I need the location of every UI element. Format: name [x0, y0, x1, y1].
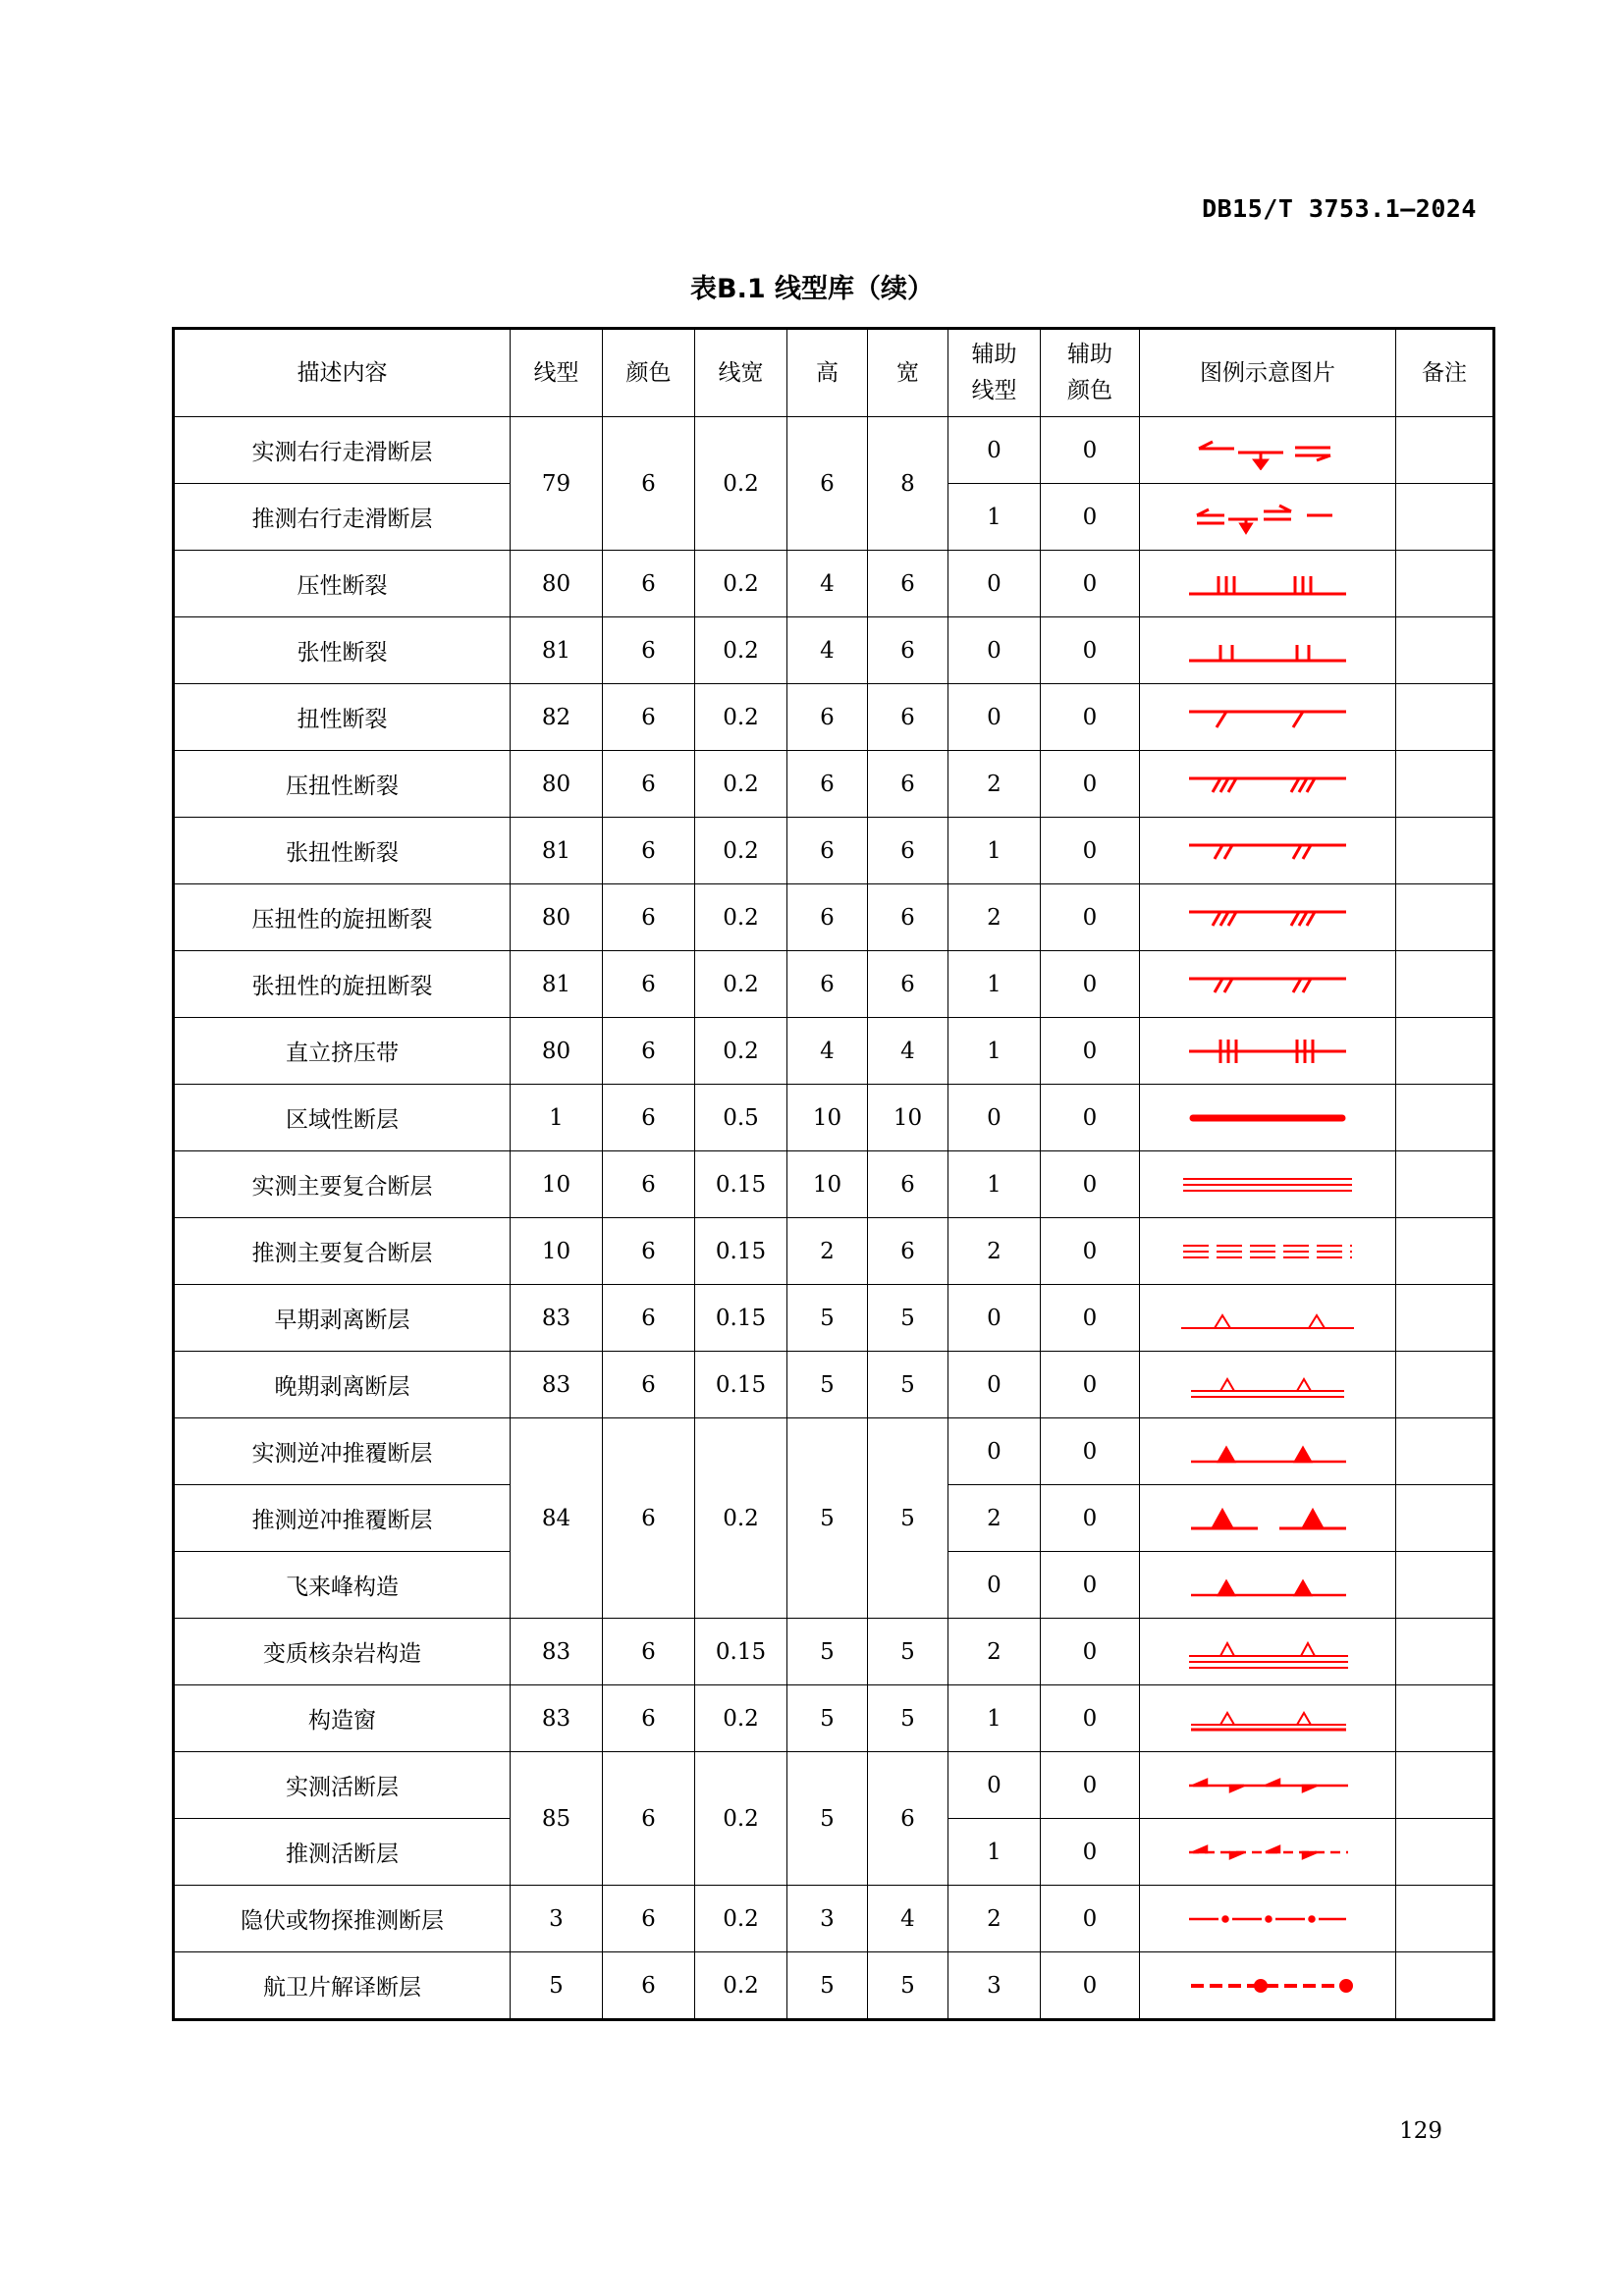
col-header-legend: 图例示意图片	[1140, 329, 1396, 417]
width-cell: 6	[868, 751, 948, 818]
legend-cell	[1140, 1819, 1396, 1886]
desc-cell: 构造窗	[174, 1685, 511, 1752]
width-cell: 4	[868, 1886, 948, 1952]
col-header-desc: 描述内容	[174, 329, 511, 417]
col-header-color: 颜色	[603, 329, 695, 417]
legend-cell	[1140, 1485, 1396, 1552]
height-cell: 5	[787, 1285, 868, 1352]
height-cell: 4	[787, 617, 868, 684]
line-width-cell: 0.15	[695, 1285, 787, 1352]
line-type-cell: 83	[511, 1285, 603, 1352]
height-cell: 5	[787, 1352, 868, 1418]
col-header-note: 备注	[1396, 329, 1494, 417]
aux-line-cell: 1	[948, 1685, 1041, 1752]
color-cell: 6	[603, 1886, 695, 1952]
desc-cell: 晚期剥离断层	[174, 1352, 511, 1418]
line-type-cell: 10	[511, 1151, 603, 1218]
line-type-library-table	[172, 327, 1495, 2021]
aux-line-cell: 0	[948, 1352, 1041, 1418]
line-width-cell: 0.15	[695, 1151, 787, 1218]
metamorphic-core-complex-icon	[1169, 1632, 1366, 1672]
aux-color-cell: 0	[1041, 1952, 1140, 2020]
line-width-cell: 0.2	[695, 951, 787, 1018]
torsional-fracture-icon	[1169, 698, 1366, 737]
desc-cell: 推测活断层	[174, 1819, 511, 1886]
note-cell	[1396, 1285, 1494, 1352]
color-cell: 6	[603, 1285, 695, 1352]
strike-slip-measured-icon	[1169, 431, 1366, 470]
width-cell: 5	[868, 1352, 948, 1418]
line-type-cell: 83	[511, 1352, 603, 1418]
aux-line-cell: 0	[948, 1418, 1041, 1485]
aux-color-label-2: 颜色	[1067, 378, 1112, 403]
desc-cell: 压性断裂	[174, 551, 511, 617]
height-cell: 3	[787, 1886, 868, 1952]
concealed-fault-icon	[1169, 1899, 1366, 1939]
note-cell	[1396, 1485, 1494, 1552]
vertical-squeeze-zone-icon	[1169, 1032, 1366, 1071]
width-cell: 5	[868, 1418, 948, 1619]
aux-color-cell: 0	[1041, 751, 1140, 818]
note-cell	[1396, 818, 1494, 884]
legend-cell	[1140, 484, 1396, 551]
desc-cell: 压扭性断裂	[174, 751, 511, 818]
table-title: 表B.1 线型库（续）	[689, 274, 935, 304]
aux-line-cell: 2	[948, 884, 1041, 951]
strike-slip-inferred-icon	[1169, 498, 1366, 537]
aux-line-cell: 1	[948, 484, 1041, 551]
desc-cell: 推测逆冲推覆断层	[174, 1485, 511, 1552]
desc-cell: 直立挤压带	[174, 1018, 511, 1085]
note-cell	[1396, 1619, 1494, 1685]
note-cell	[1396, 1151, 1494, 1218]
legend-cell	[1140, 1285, 1396, 1352]
color-cell: 6	[603, 951, 695, 1018]
aux-color-cell: 0	[1041, 1886, 1140, 1952]
line-type-cell: 79	[511, 417, 603, 551]
height-cell: 5	[787, 1952, 868, 2020]
table-row	[174, 684, 1494, 751]
width-cell: 6	[868, 551, 948, 617]
aux-line-cell: 0	[948, 1085, 1041, 1151]
legend-cell	[1140, 818, 1396, 884]
line-width-cell: 0.2	[695, 751, 787, 818]
legend-cell	[1140, 1218, 1396, 1285]
table-row	[174, 1285, 1494, 1352]
note-cell	[1396, 751, 1494, 818]
aux-color-cell: 0	[1041, 551, 1140, 617]
width-cell: 10	[868, 1085, 948, 1151]
desc-cell: 早期剥离断层	[174, 1285, 511, 1352]
legend-cell	[1140, 1085, 1396, 1151]
col-header-height: 高	[787, 329, 868, 417]
aux-color-cell: 0	[1041, 1151, 1140, 1218]
aux-line-cell: 1	[948, 818, 1041, 884]
aux-color-cell: 0	[1041, 1552, 1140, 1619]
regional-fault-icon	[1169, 1098, 1366, 1138]
color-cell: 6	[603, 1018, 695, 1085]
note-cell	[1396, 484, 1494, 551]
desc-cell: 推测右行走滑断层	[174, 484, 511, 551]
legend-cell	[1140, 684, 1396, 751]
aux-line-cell: 0	[948, 617, 1041, 684]
line-width-cell: 0.5	[695, 1085, 787, 1151]
table-row	[174, 1352, 1494, 1418]
color-cell: 6	[603, 818, 695, 884]
desc-cell: 隐伏或物探推测断层	[174, 1886, 511, 1952]
line-type-cell: 80	[511, 1018, 603, 1085]
table-row	[174, 951, 1494, 1018]
aux-line-cell: 2	[948, 1485, 1041, 1552]
aux-color-cell: 0	[1041, 1619, 1140, 1685]
width-cell: 6	[868, 818, 948, 884]
compresso-shear-fracture-icon	[1169, 765, 1366, 804]
desc-cell: 实测右行走滑断层	[174, 417, 511, 484]
line-width-cell: 0.2	[695, 1886, 787, 1952]
line-type-cell: 3	[511, 1886, 603, 1952]
line-width-cell: 0.2	[695, 1952, 787, 2020]
note-cell	[1396, 1819, 1494, 1886]
aux-color-cell: 0	[1041, 1352, 1140, 1418]
tectonic-window-icon	[1169, 1699, 1366, 1738]
width-cell: 5	[868, 1285, 948, 1352]
color-cell: 6	[603, 417, 695, 551]
height-cell: 5	[787, 1685, 868, 1752]
aux-line-cell: 2	[948, 1619, 1041, 1685]
note-cell	[1396, 951, 1494, 1018]
desc-cell: 区域性断层	[174, 1085, 511, 1151]
legend-cell	[1140, 884, 1396, 951]
legend-cell	[1140, 1952, 1396, 2020]
height-cell: 5	[787, 1752, 868, 1886]
compressive-fracture-icon	[1169, 564, 1366, 604]
major-composite-fault-measured-icon	[1169, 1165, 1366, 1204]
line-type-cell: 84	[511, 1418, 603, 1619]
aux-color-cell: 0	[1041, 1418, 1140, 1485]
line-type-cell: 81	[511, 617, 603, 684]
aux-line-cell: 0	[948, 417, 1041, 484]
width-cell: 6	[868, 1752, 948, 1886]
desc-cell: 张扭性断裂	[174, 818, 511, 884]
col-header-aux-color	[1041, 329, 1140, 417]
note-cell	[1396, 617, 1494, 684]
line-type-cell: 80	[511, 751, 603, 818]
legend-cell	[1140, 1151, 1396, 1218]
aux-color-cell: 0	[1041, 951, 1140, 1018]
desc-cell: 张扭性的旋扭断裂	[174, 951, 511, 1018]
line-width-cell: 0.2	[695, 617, 787, 684]
line-width-cell: 0.2	[695, 551, 787, 617]
width-cell: 6	[868, 884, 948, 951]
line-type-cell: 10	[511, 1218, 603, 1285]
aux-color-cell: 0	[1041, 1218, 1140, 1285]
late-detachment-fault-icon	[1169, 1365, 1366, 1405]
col-header-line-type: 线型	[511, 329, 603, 417]
width-cell: 5	[868, 1952, 948, 2020]
height-cell: 6	[787, 951, 868, 1018]
note-cell	[1396, 1952, 1494, 2020]
height-cell: 2	[787, 1218, 868, 1285]
height-cell: 5	[787, 1418, 868, 1619]
legend-cell	[1140, 1752, 1396, 1819]
note-cell	[1396, 1018, 1494, 1085]
desc-cell: 扭性断裂	[174, 684, 511, 751]
table-header-row	[174, 329, 1494, 417]
line-width-cell: 0.15	[695, 1218, 787, 1285]
line-width-cell: 0.2	[695, 818, 787, 884]
aux-line-cell: 2	[948, 1218, 1041, 1285]
line-type-cell: 83	[511, 1619, 603, 1685]
line-type-cell: 80	[511, 551, 603, 617]
aux-color-cell: 0	[1041, 1085, 1140, 1151]
line-type-cell: 83	[511, 1685, 603, 1752]
legend-cell	[1140, 951, 1396, 1018]
aux-color-cell: 0	[1041, 684, 1140, 751]
legend-cell	[1140, 551, 1396, 617]
aux-color-cell: 0	[1041, 1018, 1140, 1085]
active-fault-measured-icon	[1169, 1766, 1366, 1805]
klippe-icon	[1169, 1566, 1366, 1605]
note-cell	[1396, 417, 1494, 484]
col-header-aux-line-type	[948, 329, 1041, 417]
width-cell: 6	[868, 1218, 948, 1285]
color-cell: 6	[603, 684, 695, 751]
aux-color-cell: 0	[1041, 818, 1140, 884]
note-cell	[1396, 1886, 1494, 1952]
line-width-cell: 0.2	[695, 1418, 787, 1619]
table-row	[174, 884, 1494, 951]
aux-color-cell: 0	[1041, 1819, 1140, 1886]
color-cell: 6	[603, 1352, 695, 1418]
width-cell: 4	[868, 1018, 948, 1085]
table-row	[174, 1418, 1494, 1485]
note-cell	[1396, 1352, 1494, 1418]
height-cell: 4	[787, 1018, 868, 1085]
desc-cell: 推测主要复合断层	[174, 1218, 511, 1285]
note-cell	[1396, 551, 1494, 617]
table-row	[174, 1151, 1494, 1218]
note-cell	[1396, 884, 1494, 951]
height-cell: 4	[787, 551, 868, 617]
table-row	[174, 417, 1494, 484]
thrust-nappe-measured-icon	[1169, 1432, 1366, 1471]
color-cell: 6	[603, 1418, 695, 1619]
height-cell: 6	[787, 751, 868, 818]
line-width-cell: 0.2	[695, 684, 787, 751]
aux-line-cell: 0	[948, 1752, 1041, 1819]
line-width-cell: 0.2	[695, 1018, 787, 1085]
height-cell: 10	[787, 1151, 868, 1218]
aux-line-cell: 1	[948, 1819, 1041, 1886]
line-type-cell: 82	[511, 684, 603, 751]
aux-line-cell: 1	[948, 951, 1041, 1018]
desc-cell: 变质核杂岩构造	[174, 1619, 511, 1685]
legend-cell	[1140, 751, 1396, 818]
legend-cell	[1140, 1552, 1396, 1619]
aux-color-cell: 0	[1041, 617, 1140, 684]
table-row	[174, 1752, 1494, 1819]
note-cell	[1396, 1752, 1494, 1819]
aux-line-cell: 1	[948, 1151, 1041, 1218]
color-cell: 6	[603, 1151, 695, 1218]
aux-line-cell: 2	[948, 751, 1041, 818]
note-cell	[1396, 1552, 1494, 1619]
table-row	[174, 818, 1494, 884]
line-type-cell: 1	[511, 1085, 603, 1151]
table-row	[174, 1952, 1494, 2020]
color-cell: 6	[603, 1752, 695, 1886]
table-row	[174, 1085, 1494, 1151]
color-cell: 6	[603, 617, 695, 684]
height-cell: 6	[787, 818, 868, 884]
aux-color-cell: 0	[1041, 1752, 1140, 1819]
aux-line-label-1: 辅助	[971, 342, 1017, 368]
desc-cell: 实测主要复合断层	[174, 1151, 511, 1218]
table-row	[174, 1218, 1494, 1285]
line-width-cell: 0.2	[695, 1685, 787, 1752]
aux-line-cell: 0	[948, 684, 1041, 751]
line-type-cell: 80	[511, 884, 603, 951]
aux-color-cell: 0	[1041, 1685, 1140, 1752]
note-cell	[1396, 1218, 1494, 1285]
color-cell: 6	[603, 751, 695, 818]
desc-cell: 飞来峰构造	[174, 1552, 511, 1619]
page-number: 129	[1399, 2118, 1442, 2144]
color-cell: 6	[603, 1685, 695, 1752]
table-row	[174, 1018, 1494, 1085]
aux-line-cell: 1	[948, 1018, 1041, 1085]
aux-line-cell: 0	[948, 551, 1041, 617]
desc-cell: 压扭性的旋扭断裂	[174, 884, 511, 951]
height-cell: 6	[787, 417, 868, 551]
line-type-cell: 81	[511, 951, 603, 1018]
height-cell: 6	[787, 884, 868, 951]
line-width-cell: 0.2	[695, 1752, 787, 1886]
early-detachment-fault-icon	[1169, 1299, 1366, 1338]
col-header-width: 宽	[868, 329, 948, 417]
width-cell: 6	[868, 617, 948, 684]
color-cell: 6	[603, 1619, 695, 1685]
legend-cell	[1140, 1685, 1396, 1752]
remote-sensing-fault-icon	[1169, 1966, 1366, 2005]
desc-cell: 实测活断层	[174, 1752, 511, 1819]
legend-cell	[1140, 1619, 1396, 1685]
line-type-cell: 5	[511, 1952, 603, 2020]
legend-cell	[1140, 417, 1396, 484]
line-type-cell: 85	[511, 1752, 603, 1886]
desc-cell: 实测逆冲推覆断层	[174, 1418, 511, 1485]
aux-line-cell: 0	[948, 1552, 1041, 1619]
aux-line-cell: 0	[948, 1285, 1041, 1352]
aux-color-cell: 0	[1041, 484, 1140, 551]
height-cell: 5	[787, 1619, 868, 1685]
width-cell: 5	[868, 1685, 948, 1752]
line-width-cell: 0.2	[695, 884, 787, 951]
table-row	[174, 1886, 1494, 1952]
active-fault-inferred-icon	[1169, 1833, 1366, 1872]
aux-color-cell: 0	[1041, 884, 1140, 951]
aux-color-label-1: 辅助	[1067, 342, 1112, 368]
note-cell	[1396, 1685, 1494, 1752]
aux-line-cell: 2	[948, 1886, 1041, 1952]
document-code: DB15/T 3753.1—2024	[1202, 194, 1477, 223]
line-type-cell: 81	[511, 818, 603, 884]
color-cell: 6	[603, 1085, 695, 1151]
width-cell: 6	[868, 1151, 948, 1218]
aux-color-cell: 0	[1041, 417, 1140, 484]
table-row	[174, 1619, 1494, 1685]
line-width-cell: 0.2	[695, 417, 787, 551]
line-width-cell: 0.15	[695, 1352, 787, 1418]
legend-cell	[1140, 1018, 1396, 1085]
table-row	[174, 751, 1494, 818]
width-cell: 8	[868, 417, 948, 551]
aux-color-cell: 0	[1041, 1485, 1140, 1552]
table-row	[174, 617, 1494, 684]
legend-cell	[1140, 617, 1396, 684]
col-header-line-width: 线宽	[695, 329, 787, 417]
thrust-nappe-inferred-icon	[1169, 1499, 1366, 1538]
width-cell: 6	[868, 684, 948, 751]
line-width-cell: 0.15	[695, 1619, 787, 1685]
desc-cell: 航卫片解译断层	[174, 1952, 511, 2020]
aux-color-cell: 0	[1041, 1285, 1140, 1352]
tensile-fracture-icon	[1169, 631, 1366, 670]
table-row	[174, 1685, 1494, 1752]
major-composite-fault-inferred-icon	[1169, 1232, 1366, 1271]
color-cell: 6	[603, 1952, 695, 2020]
tenso-shear-fracture-icon	[1169, 831, 1366, 871]
tenso-rotational-fracture-icon	[1169, 965, 1366, 1004]
legend-cell	[1140, 1418, 1396, 1485]
note-cell	[1396, 1418, 1494, 1485]
note-cell	[1396, 684, 1494, 751]
height-cell: 10	[787, 1085, 868, 1151]
width-cell: 5	[868, 1619, 948, 1685]
color-cell: 6	[603, 551, 695, 617]
compresso-rotational-fracture-icon	[1169, 898, 1366, 937]
aux-line-label-2: 线型	[971, 378, 1017, 403]
width-cell: 6	[868, 951, 948, 1018]
aux-line-cell: 3	[948, 1952, 1041, 2020]
color-cell: 6	[603, 884, 695, 951]
color-cell: 6	[603, 1218, 695, 1285]
table-row	[174, 551, 1494, 617]
height-cell: 6	[787, 684, 868, 751]
note-cell	[1396, 1085, 1494, 1151]
legend-cell	[1140, 1352, 1396, 1418]
legend-cell	[1140, 1886, 1396, 1952]
desc-cell: 张性断裂	[174, 617, 511, 684]
